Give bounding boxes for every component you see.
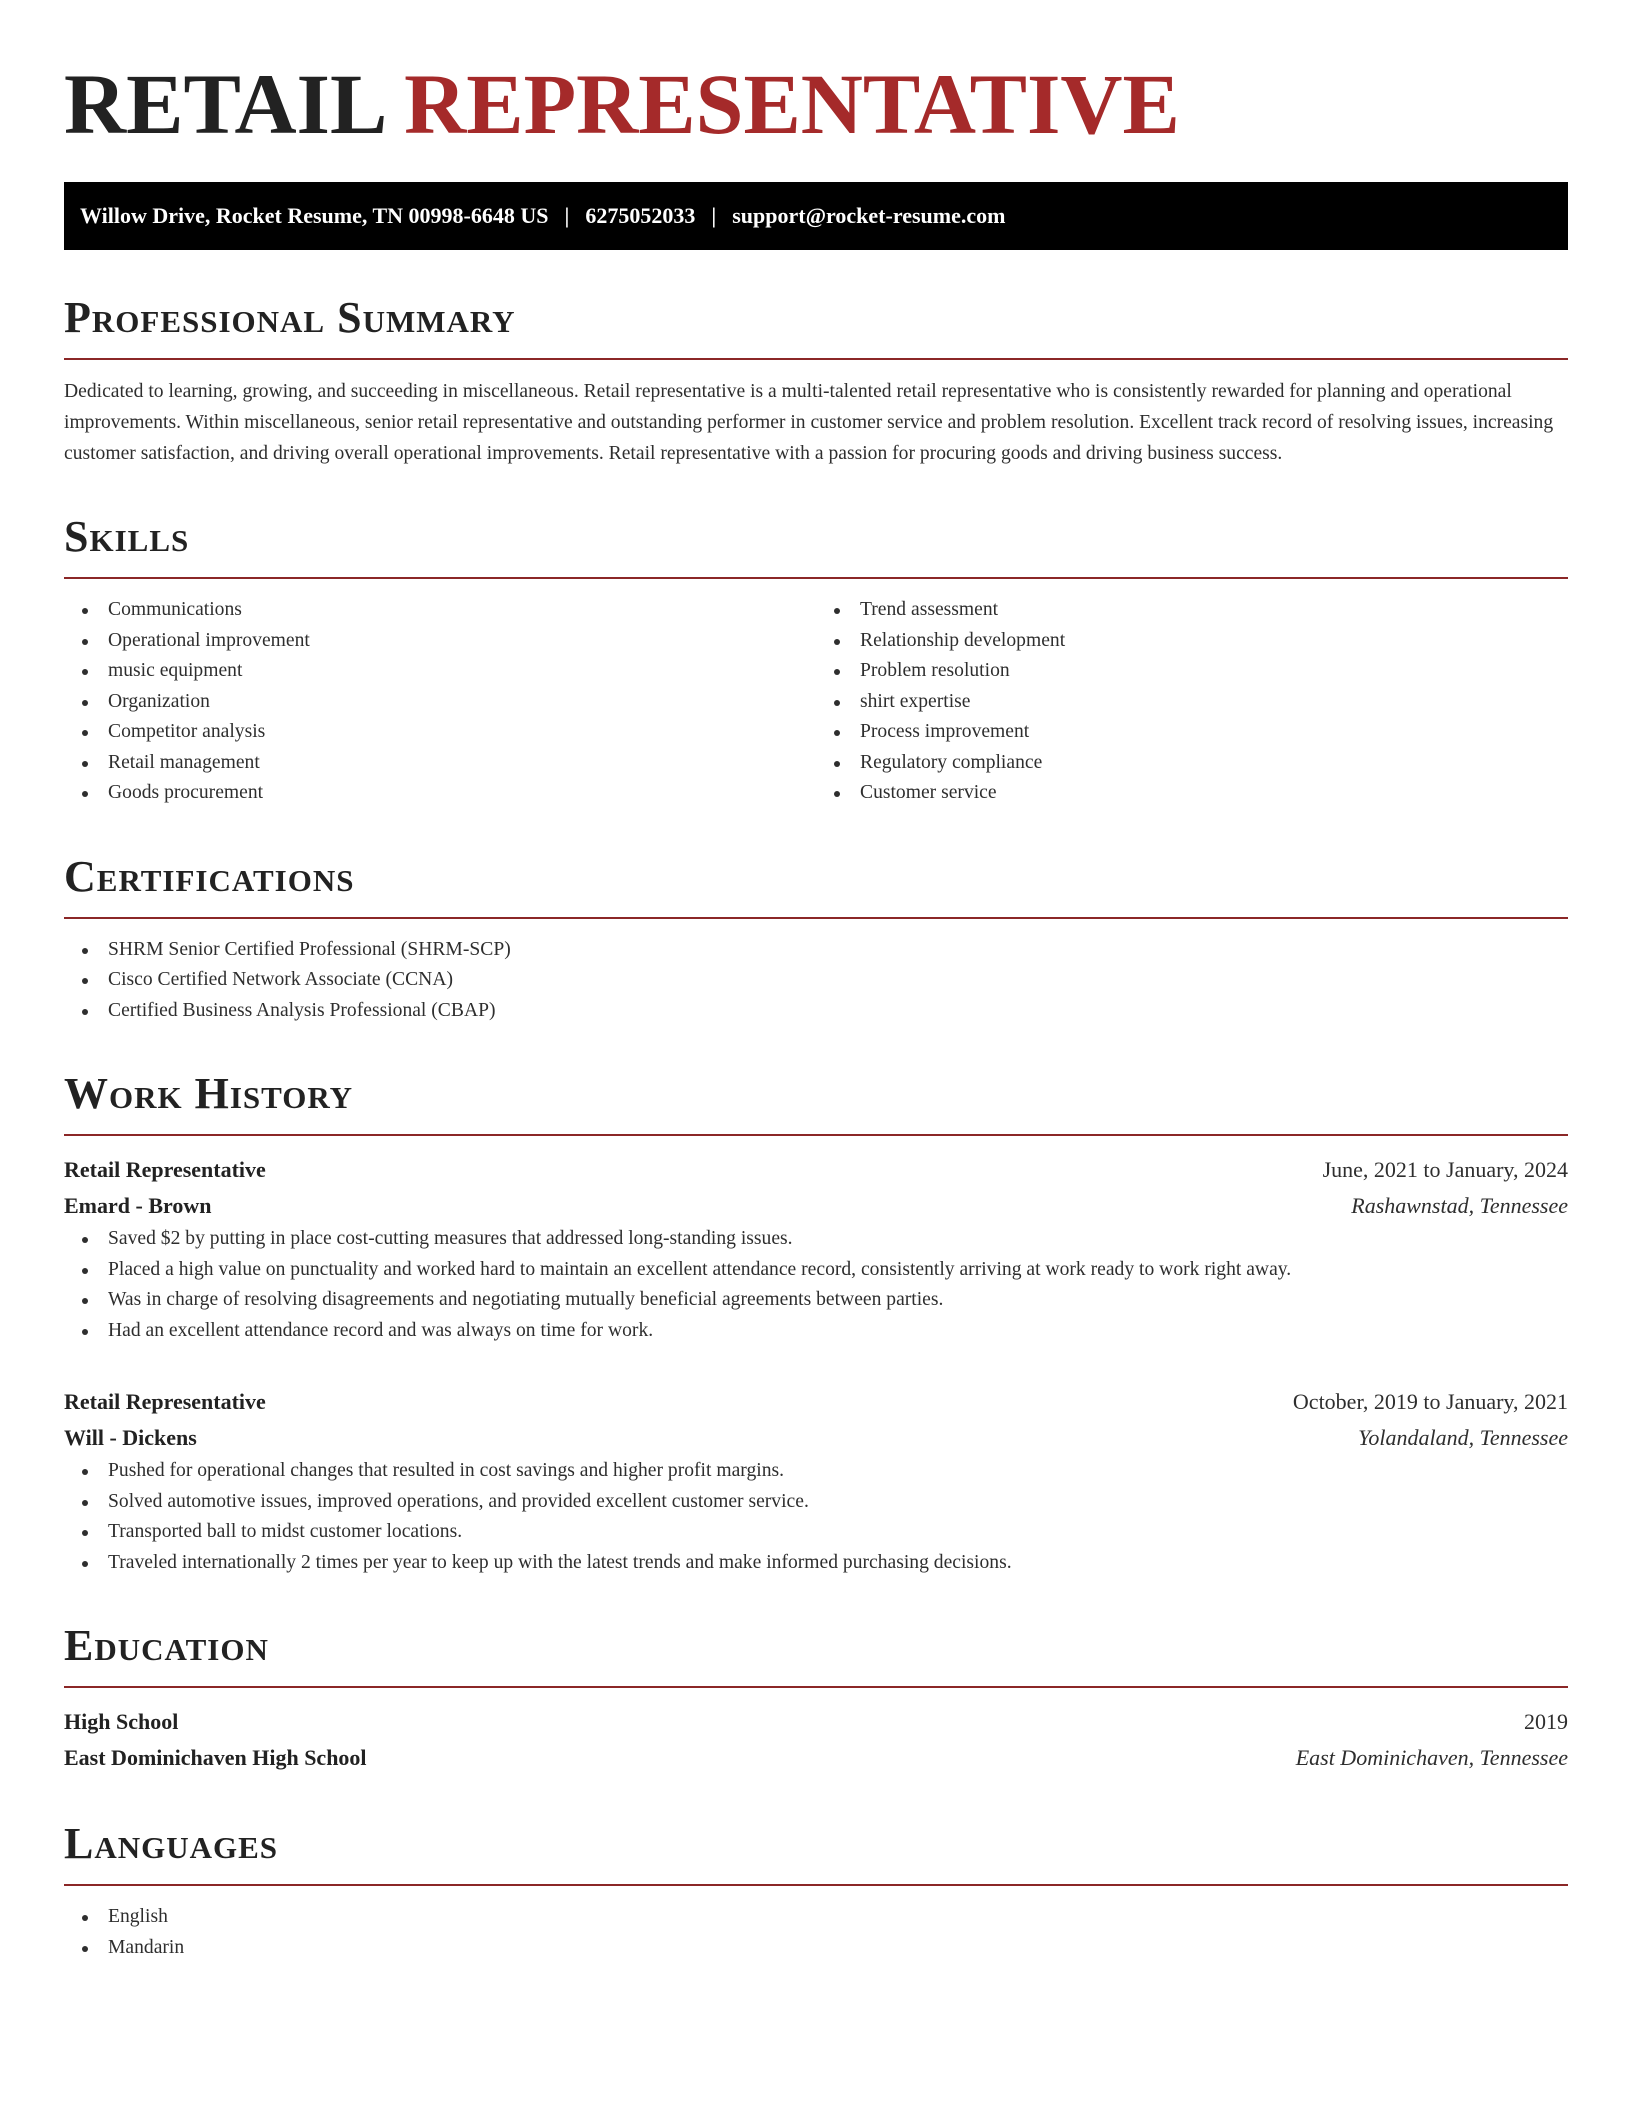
section-divider — [64, 917, 1568, 919]
job-title: Retail Representative — [64, 1389, 266, 1414]
job-bullet: Solved automotive issues, improved operations, and provided excellent customer service. — [108, 1487, 1568, 1518]
skill-item: Process improvement — [860, 717, 1568, 748]
summary-heading: Professional Summary — [64, 293, 516, 342]
skills-list-left — [64, 595, 816, 809]
skill-item: Customer service — [860, 778, 1568, 809]
summary-text: Dedicated to learning, growing, and succeeding in miscellaneous. Retail representative is a multi-talented retail representative who is consistently rewarded for planning and operational improvements. Within miscellaneous, senior retail representative and outstanding performer in customer service and problem resolution. Excellent track record of resolving issues, increasing customer satisfaction, and driving overall operational improvements. Retail representative with a passion for procuring goods and driving business success. — [64, 381, 1554, 464]
education-heading: Education — [64, 1621, 269, 1670]
job-company-row — [64, 1420, 1568, 1456]
skill-item: shirt expertise — [860, 687, 1568, 718]
certifications-section — [64, 853, 1568, 1027]
contact-separator: | — [564, 203, 570, 228]
skill-item: Communications — [108, 595, 816, 626]
job-location: Rashawnstad, Tennessee — [1351, 1193, 1568, 1218]
skill-item: Regulatory compliance — [860, 748, 1568, 779]
languages-section — [64, 1820, 1568, 1963]
education-school-row — [64, 1740, 1568, 1776]
title-part-2: REPRESENTATIVE — [404, 56, 1180, 152]
job-bullets — [64, 1224, 1568, 1346]
education-section — [64, 1622, 1568, 1776]
job-bullet: Was in charge of resolving disagreements and negotiating mutually beneficial agreements between parties. — [108, 1285, 1568, 1316]
job-dates: June, 2021 to January, 2024 — [1322, 1157, 1568, 1182]
certification-item: Certified Business Analysis Professional (CBAP) — [108, 996, 1568, 1027]
job-bullet: Transported ball to midst customer locations. — [108, 1517, 1568, 1548]
certification-item: SHRM Senior Certified Professional (SHRM-SCP) — [108, 935, 1568, 966]
job-title-row — [64, 1384, 1568, 1420]
certifications-list — [64, 935, 1568, 1027]
section-divider — [64, 1884, 1568, 1886]
contact-email: support@rocket-resume.com — [732, 203, 1006, 228]
job-bullet: Saved $2 by putting in place cost-cutting measures that addressed long-standing issues. — [108, 1224, 1568, 1255]
certification-item: Cisco Certified Network Associate (CCNA) — [108, 965, 1568, 996]
job-bullet: Placed a high value on punctuality and worked hard to maintain an excellent attendance record, consistently arriving at work ready to work right away. — [108, 1255, 1568, 1286]
contact-address: Willow Drive, Rocket Resume, TN 00998-6648 US — [80, 203, 549, 228]
language-item: English — [108, 1902, 1568, 1933]
resume-title — [64, 56, 1568, 152]
job-title: Retail Representative — [64, 1157, 266, 1182]
skill-item: Operational improvement — [108, 626, 816, 657]
languages-heading: Languages — [64, 1819, 279, 1868]
skills-heading: Skills — [64, 512, 190, 561]
skill-item: Competitor analysis — [108, 717, 816, 748]
job-entry — [64, 1384, 1568, 1578]
contact-separator: | — [711, 203, 717, 228]
job-company: Emard - Brown — [64, 1193, 212, 1218]
summary-section — [64, 294, 1568, 469]
job-bullet: Pushed for operational changes that resulted in cost savings and higher profit margins. — [108, 1456, 1568, 1487]
education-degree-row — [64, 1704, 1568, 1740]
skill-item: Retail management — [108, 748, 816, 779]
skills-list-right — [816, 595, 1568, 809]
skill-item: music equipment — [108, 656, 816, 687]
skills-grid — [64, 595, 1568, 809]
languages-list — [64, 1902, 1568, 1963]
section-divider — [64, 1134, 1568, 1136]
skill-item: Trend assessment — [860, 595, 1568, 626]
certifications-heading: Certifications — [64, 851, 355, 901]
job-title-row — [64, 1152, 1568, 1188]
education-degree: High School — [64, 1709, 179, 1734]
education-location: East Dominichaven, Tennessee — [1295, 1745, 1568, 1770]
skills-section — [64, 513, 1568, 809]
education-school: East Dominichaven High School — [64, 1745, 367, 1770]
contact-bar — [64, 182, 1568, 250]
job-bullet: Had an excellent attendance record and was always on time for work. — [108, 1316, 1568, 1347]
section-divider — [64, 358, 1568, 360]
skill-item: Problem resolution — [860, 656, 1568, 687]
job-bullet: Traveled internationally 2 times per year to keep up with the latest trends and make informed purchasing decisions. — [108, 1548, 1568, 1579]
section-divider — [64, 577, 1568, 579]
work-history-heading: Work History — [64, 1069, 354, 1118]
job-bullets — [64, 1456, 1568, 1578]
education-year: 2019 — [1524, 1709, 1568, 1734]
job-company-row — [64, 1188, 1568, 1224]
language-item: Mandarin — [108, 1933, 1568, 1964]
job-company: Will - Dickens — [64, 1425, 197, 1450]
job-location: Yolandaland, Tennessee — [1358, 1425, 1568, 1450]
skill-item: Organization — [108, 687, 816, 718]
section-divider — [64, 1686, 1568, 1688]
contact-phone: 6275052033 — [585, 203, 696, 228]
title-part-1: RETAIL — [64, 56, 383, 152]
skill-item: Goods procurement — [108, 778, 816, 809]
job-entry — [64, 1152, 1568, 1346]
work-history-section — [64, 1070, 1568, 1578]
skill-item: Relationship development — [860, 626, 1568, 657]
job-dates: October, 2019 to January, 2021 — [1292, 1389, 1568, 1414]
